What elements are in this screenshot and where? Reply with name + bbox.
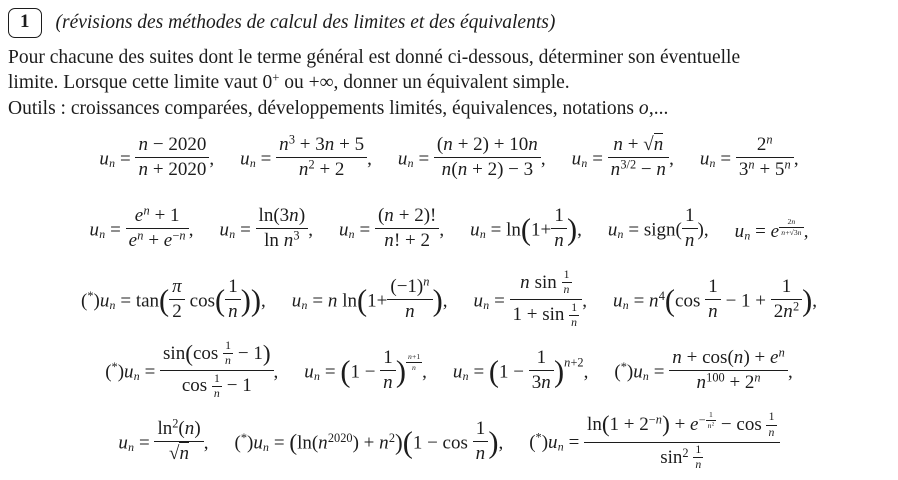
- exercise-title: (révisions des méthodes de calcul des limites et des équivalents): [55, 11, 556, 33]
- formula-19: $(^*)u_n$ = $\frac{n + \cos(n) + e^n}{n^{100} + 2^n}$ ,: [614, 345, 793, 394]
- formula-6: $u_n$ = $\frac{e^n + 1}{e^n + e^{-n}}$ ,: [89, 203, 194, 252]
- formula-row-5: [8, 408, 890, 479]
- formula-13: $u_n = n$ ln(1+ $\frac{(-1)^n}{n}$ ),: [291, 274, 448, 323]
- formula-8: $u_n$ = $\frac{(n + 2)!}{n! + 2}$ ,: [338, 204, 445, 252]
- formula-11: $u_n = e$ $^{\frac{2n}{n+√3n}}$ ,: [734, 217, 809, 243]
- formula-14: $u_n$ = n sin $\frac{1}{n}$ 1 + sin $\frac{1}{n}$ ,: [473, 268, 588, 330]
- tools-paragraph: Outils : croissances comparées, développements limités, équivalences, notations o,...: [8, 97, 669, 119]
- formula-7: $u_n$ = $\frac{\ln(3n)}{\ln n^3}$ ,: [219, 204, 313, 252]
- formula-2: $u_n$ = $\frac{n^3 + 3n + 5}{n^2 + 2}$ ,: [240, 132, 372, 181]
- formula-9: $u_n = \ln(1+$ $\frac{1}{n}$ ),: [470, 204, 582, 252]
- instructions-paragraph: Pour chacune des suites dont le terme général est donné ci-dessous, déterminer son éventuelle limite. Lorsque cette limite vaut 0+ ou +∞, donner un équivalent simple.: [8, 46, 741, 94]
- formula-18: $u_n = (1$ − $\frac{1}{3n}$ )$^{n+2}$,: [452, 346, 589, 394]
- formula-3: $u_n$ = $\frac{(n + 2) + 10n}{n(n + 2) - 3}$ ,: [397, 133, 546, 181]
- formula-17: $u_n = (1$ − $\frac{1}{n}$ ) $^{\frac{n+1}{n}}$ ,: [304, 346, 427, 394]
- formula-row-2: [8, 195, 890, 266]
- formula-12: $(^*)u_n = \tan$( $\frac{\pi}{2}$ cos( $\frac{1}{n}$ )),: [80, 275, 266, 323]
- formula-row-1: [8, 124, 890, 195]
- formula-16: $(^*)u_n$ = sin(cos $\frac{1}{n}$ − 1) cos $\frac{1}{n}$ − 1 ,: [105, 339, 279, 401]
- formula-4: $u_n$ = $\frac{n + √n}{n^{3/2} - n}$ ,: [571, 133, 674, 181]
- formula-21: $(^*)u_n = (\ln(n^{2020}) + n^2)(1 - \cos$ $\frac{1}{n}$ ),: [234, 417, 504, 465]
- formulas-section: [8, 124, 890, 479]
- formula-10: $u_n$ = sign( $\frac{1}{n}$ ),: [607, 204, 709, 252]
- exercise-header: [8, 8, 890, 38]
- exercise-instructions: [8, 45, 890, 122]
- formula-1: $u_n$ = $\frac{n - 2020}{n + 2020}$ ,: [99, 133, 215, 181]
- formula-15: $u_n = n^4(\cos$ $\frac{1}{n}$ − 1 + $\frac{1}{2n^2}$ ),: [613, 275, 817, 323]
- formula-20: $u_n$ = $\frac{\ln^2(n)}{√n}$ ,: [118, 416, 209, 465]
- formula-row-3: [8, 266, 890, 337]
- formula-row-4: [8, 337, 890, 408]
- formula-22: $(^*)u_n$ = $\ln(1 + 2^{-n}) + e^{- \frac{1}{n^2}}$ − cos $\frac{1}{n}$ $\sin^2$ $\frac{1}{n}$: [529, 413, 779, 474]
- formula-5: $u_n$ = $\frac{2^n}{3^n + 5^n}$ ,: [699, 132, 799, 181]
- exercise-number-badge: 1: [8, 8, 42, 38]
